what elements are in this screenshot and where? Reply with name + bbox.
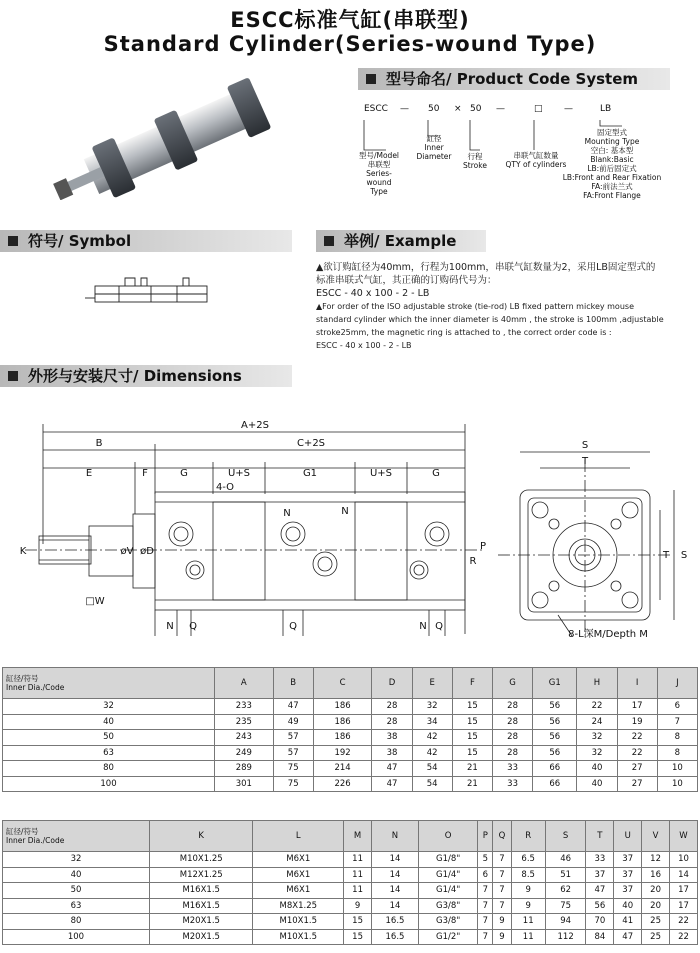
table-cell: 25 [642,929,670,945]
table-row [3,776,698,792]
column-header-s: S [545,821,586,852]
table-cell: 6 [478,867,493,883]
table-cell: 28 [492,745,532,761]
cell-bore: 40 [3,867,150,883]
table-cell: 40 [614,898,642,914]
table-cell: 33 [492,761,532,777]
table-cell: 56 [533,730,577,746]
table-cell: 7 [493,867,511,883]
table-cell: 249 [215,745,274,761]
dim-s-side: S [680,550,688,561]
table-cell: 46 [545,852,586,868]
dim-n-bottom-right: N [419,621,427,632]
table-cell: M6X1 [253,867,344,883]
table-cell: 11 [344,883,372,899]
table-cell: 84 [586,929,614,945]
label-qty: 串联气缸数量 QTY of cylinders [505,151,567,169]
table-cell: 17 [617,699,657,715]
dim-e: E [85,468,93,479]
table-cell: 11 [344,867,372,883]
table-cell: 16.5 [372,929,419,945]
example-text [316,261,696,352]
example-heading: 举例/ Example [316,230,486,252]
dim-us-right: U+S [369,468,393,479]
cell-bore: 63 [3,898,150,914]
column-header-g1: G1 [533,668,577,699]
table-cell: 6 [657,699,697,715]
table-cell: 70 [586,914,614,930]
header-inner-dia-code: 缸径/符号 Inner Dia./Code [3,668,215,699]
table-cell: 14 [372,852,419,868]
table-cell: 15 [452,730,492,746]
table-cell: 32 [412,699,452,715]
table-row [3,929,698,945]
dim-s-top: S [581,440,589,451]
dim-q-bottom-mid: Q [289,621,297,632]
example-en-line2: standard cylinder which the inner diameter is 40mm , the stroke is 100mm ,adjustable [316,315,664,324]
table-cell: 233 [215,699,274,715]
table-cell: 47 [273,699,313,715]
table-cell: 41 [614,914,642,930]
cell-bore: 32 [3,699,215,715]
column-header-c: C [313,668,372,699]
table-cell: 54 [412,776,452,792]
table-cell: 28 [492,699,532,715]
table-cell: 7 [657,714,697,730]
column-header-n: N [372,821,419,852]
column-header-m: M [344,821,372,852]
table-cell: 40 [577,761,617,777]
table-cell: 42 [412,745,452,761]
table-cell: 37 [614,883,642,899]
table-cell: 11 [511,929,545,945]
cell-bore: 50 [3,730,215,746]
column-header-u: U [614,821,642,852]
table-cell: 66 [533,761,577,777]
table-cell: 7 [478,883,493,899]
code-seg-bore: 50 [428,104,440,114]
table-cell: 186 [313,714,372,730]
table-cell: 7 [493,898,511,914]
table-row [3,761,698,777]
table-row [3,883,698,899]
table-cell: 56 [533,714,577,730]
table-cell: 6.5 [511,852,545,868]
table-cell: 32 [577,730,617,746]
dim-r: R [469,556,477,567]
table-cell: 34 [412,714,452,730]
dim-v: øV [120,546,134,557]
header-inner-dia-code: 缸径/符号 Inner Dia./Code [3,821,150,852]
cell-bore: 80 [3,761,215,777]
table-cell: 192 [313,745,372,761]
table-row [3,745,698,761]
table-cell: 28 [372,699,412,715]
code-seg-times: × [454,104,462,114]
table-cell: 37 [614,867,642,883]
table-cell: 38 [372,745,412,761]
dim-p: P [479,541,487,552]
table-cell: 24 [577,714,617,730]
table-cell: 15 [452,714,492,730]
table-cell: 62 [545,883,586,899]
dim-w: □W [85,596,105,607]
table-cell: 32 [577,745,617,761]
code-seg-mount: LB [600,104,612,114]
table-cell: 54 [412,761,452,777]
table-cell: 7 [478,914,493,930]
table-cell: M20X1.5 [149,914,252,930]
table-cell: 10 [657,776,697,792]
column-header-h: H [577,668,617,699]
column-header-r: R [511,821,545,852]
table-cell: 235 [215,714,274,730]
cell-bore: 32 [3,852,150,868]
dim-4o: 4-O [215,482,235,493]
dim-n-bottom-left: N [166,621,174,632]
table-cell: 25 [642,914,670,930]
table-cell: 57 [273,745,313,761]
table-cell: 243 [215,730,274,746]
dim-g1: G1 [302,468,318,479]
table-cell: 17 [670,898,698,914]
table-cell: 14 [670,867,698,883]
column-header-l: L [253,821,344,852]
code-seg-stroke: 50 [470,104,482,114]
dim-n-top: N [341,506,349,517]
table-cell: 14 [372,867,419,883]
table-cell: 22 [617,730,657,746]
table-cell: 49 [273,714,313,730]
table-row [3,730,698,746]
dim-g-left: G [180,468,188,479]
column-header-v: V [642,821,670,852]
table-cell: 7 [493,852,511,868]
table-cell: 15 [344,914,372,930]
table-cell: 8.5 [511,867,545,883]
table-cell: 37 [586,867,614,883]
table-cell: 10 [670,852,698,868]
column-header-k: K [149,821,252,852]
dim-t-side: T [662,550,670,561]
column-header-q: Q [493,821,511,852]
cell-bore: 80 [3,914,150,930]
cylinder-product-image [45,75,290,200]
table-cell: 16.5 [372,914,419,930]
table-cell: 21 [452,776,492,792]
table-cell: 22 [670,914,698,930]
table-cell: G3/8" [418,898,477,914]
table-cell: M12X1.25 [149,867,252,883]
table-cell: 16 [642,867,670,883]
table-cell: 56 [586,898,614,914]
column-header-d: D [372,668,412,699]
table-cell: 27 [617,776,657,792]
table-cell: 56 [533,699,577,715]
table-row [3,699,698,715]
table-cell: 9 [493,929,511,945]
dim-q-bottom-left: Q [189,621,197,632]
table-cell: 47 [372,776,412,792]
table-cell: 9 [344,898,372,914]
table-cell: 75 [273,776,313,792]
example-en-code: ESCC - 40 x 100 - 2 - LB [316,341,412,350]
table-cell: 112 [545,929,586,945]
table-cell: 9 [493,914,511,930]
cell-bore: 40 [3,714,215,730]
table-cell: 33 [586,852,614,868]
code-seg-dash3: — [564,104,573,114]
table-cell: 301 [215,776,274,792]
table-cell: 94 [545,914,586,930]
table-cell: 22 [670,929,698,945]
spec-table-1 [2,667,698,792]
code-seg-qty: □ [534,104,543,114]
label-stroke: 行程 Stroke [463,152,487,170]
table-row [3,898,698,914]
table-cell: 40 [577,776,617,792]
dim-a2s: A+2S [241,420,269,431]
table-cell: 7 [478,898,493,914]
column-header-a: A [215,668,274,699]
table-cell: 33 [492,776,532,792]
table-cell: M10X1.25 [149,852,252,868]
dim-us-left: U+S [227,468,251,479]
table-cell: M16X1.5 [149,898,252,914]
example-en-line1: ▲For order of the ISO adjustable stroke (tie-rod) LB fixed pattern mickey mouse [316,302,634,311]
table-cell: G1/2" [418,929,477,945]
table-cell: 7 [493,883,511,899]
table-cell: 20 [642,883,670,899]
table-cell: 15 [452,745,492,761]
table-cell: 51 [545,867,586,883]
bullet-square-icon [366,74,376,84]
table-cell: 22 [617,745,657,761]
table-cell: M6X1 [253,883,344,899]
dim-q-bottom-right: Q [435,621,443,632]
table-cell: G1/8" [418,852,477,868]
table-cell: 186 [313,730,372,746]
pneumatic-symbol [85,276,225,312]
table-cell: 17 [670,883,698,899]
cell-bore: 100 [3,929,150,945]
table-cell: G1/4" [418,883,477,899]
dimensions-heading: 外形与安装尺寸/ Dimensions [0,365,292,387]
table-cell: 75 [545,898,586,914]
dim-l: 8-L深M/Depth M [568,629,648,640]
column-header-o: O [418,821,477,852]
table-cell: M10X1.5 [253,914,344,930]
spec-table-2 [2,820,698,945]
example-cn-line2: 标准串联式气缸，其正确的订购码代号为： [316,275,497,286]
table-cell: 57 [273,730,313,746]
table-cell: 20 [642,898,670,914]
cell-bore: 100 [3,776,215,792]
column-header-j: J [657,668,697,699]
code-seg-prefix: ESCC [364,104,388,114]
column-header-e: E [412,668,452,699]
table-cell: 38 [372,730,412,746]
table-cell: 56 [533,745,577,761]
dim-d: øD [140,546,154,557]
dim-c2s: C+2S [296,438,326,449]
table-cell: G1/4" [418,867,477,883]
table-cell: 75 [273,761,313,777]
table-cell: 28 [492,730,532,746]
dim-g-right: G [432,468,440,479]
table-cell: 186 [313,699,372,715]
table-cell: M6X1 [253,852,344,868]
symbol-heading: 符号/ Symbol [0,230,292,252]
code-seg-dash1: — [400,104,409,114]
column-header-b: B [273,668,313,699]
table-cell: 14 [372,898,419,914]
table-cell: 9 [511,883,545,899]
table-cell: 11 [344,852,372,868]
product-code-heading: 型号命名/ Product Code System [358,68,670,90]
table-cell: 47 [586,883,614,899]
table-cell: 27 [617,761,657,777]
table-cell: 42 [412,730,452,746]
table-cell: 9 [511,898,545,914]
table-cell: 47 [372,761,412,777]
table-cell: 47 [614,929,642,945]
bullet-square-icon [8,371,18,381]
dim-n-mid: N [283,508,291,519]
table-cell: 21 [452,761,492,777]
table-cell: 214 [313,761,372,777]
table-cell: 28 [492,714,532,730]
column-header-w: W [670,821,698,852]
example-en-line3: stroke25mm, the magnetic ring is attached to , the correct order code is : [316,328,612,337]
dim-k: K [19,546,27,557]
column-header-i: I [617,668,657,699]
table-cell: M20X1.5 [149,929,252,945]
table-cell: 289 [215,761,274,777]
example-cn-line1: ▲欲订购缸径为40mm，行程为100mm，串联气缸数量为2，采用LB固定型式的 [316,262,656,273]
column-header-f: F [452,668,492,699]
column-header-p: P [478,821,493,852]
label-mounting: 固定型式 Mounting Type 空白: 基本型 Blank:Basic LB:前后固定式 LB:Front and Rear Fixation FA:前法兰式 FA:Front Flange [562,128,662,200]
code-seg-dash2: — [496,104,505,114]
label-model: 型号/Model 串联型 Series-wound Type [358,151,400,196]
table-cell: 5 [478,852,493,868]
table-cell: 226 [313,776,372,792]
table-row [3,914,698,930]
table-cell: 22 [577,699,617,715]
column-header-t: T [586,821,614,852]
table-cell: 14 [372,883,419,899]
dimension-drawing-side [15,414,495,646]
table-cell: 7 [478,929,493,945]
table-cell: M8X1.25 [253,898,344,914]
table-cell: 8 [657,730,697,746]
cell-bore: 50 [3,883,150,899]
table-row [3,714,698,730]
column-header-g: G [492,668,532,699]
table-cell: 12 [642,852,670,868]
table-cell: 15 [452,699,492,715]
table-row [3,852,698,868]
table-cell: 10 [657,761,697,777]
example-cn-code: ESCC - 40 x 100 - 2 - LB [316,288,430,299]
bullet-square-icon [8,236,18,246]
table-cell: 28 [372,714,412,730]
table-cell: 11 [511,914,545,930]
table-cell: 37 [614,852,642,868]
table-cell: G3/8" [418,914,477,930]
table-cell: 66 [533,776,577,792]
dim-t-top: T [581,456,589,467]
label-inner-diameter: 缸径 Inner Diameter [416,134,452,161]
bullet-square-icon [324,236,334,246]
table-cell: M10X1.5 [253,929,344,945]
dimension-drawing-end [498,430,698,644]
cell-bore: 63 [3,745,215,761]
dim-b: B [95,438,103,449]
table-cell: 19 [617,714,657,730]
page-title-cn: ESCC标准气缸(串联型) [230,8,470,32]
page-title-en: Standard Cylinder(Series-wound Type) [103,32,597,56]
dim-f: F [142,468,148,479]
table-cell: M16X1.5 [149,883,252,899]
table-cell: 15 [344,929,372,945]
table-row [3,867,698,883]
table-cell: 8 [657,745,697,761]
